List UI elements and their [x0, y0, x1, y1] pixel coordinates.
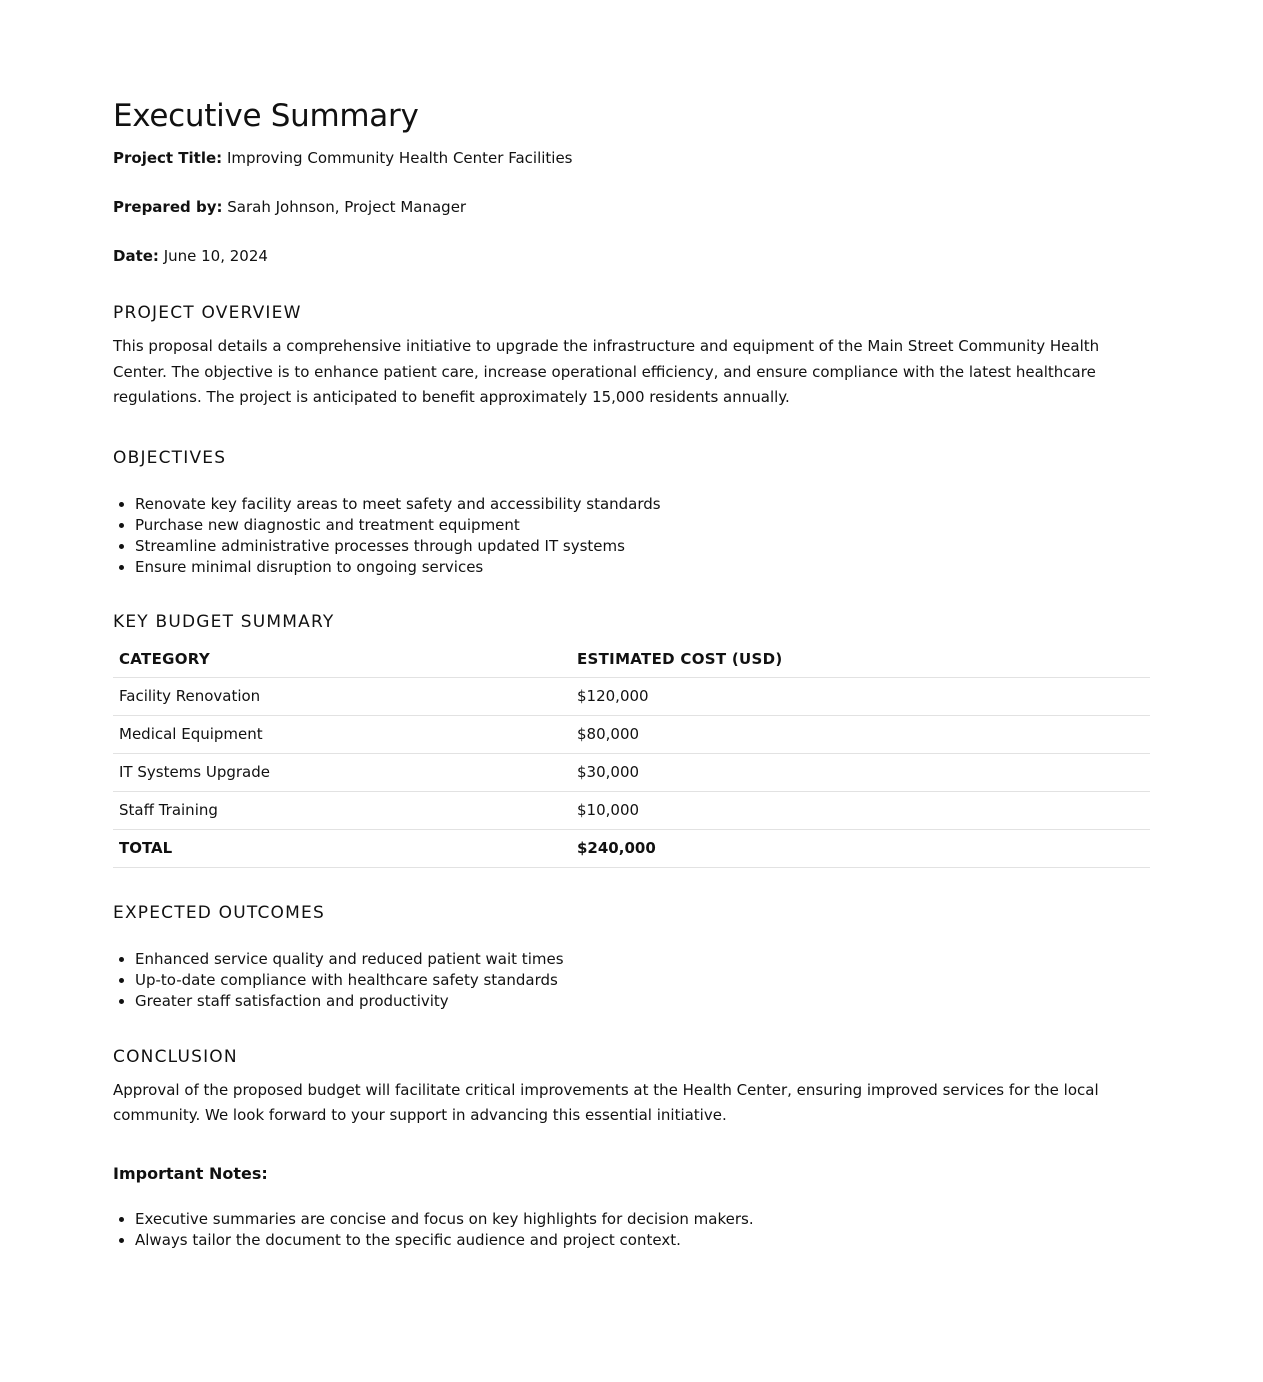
table-row — [113, 753, 1150, 791]
objectives-heading: OBJECTIVES — [113, 447, 227, 468]
category-cell: Facility Renovation — [113, 677, 571, 715]
prepared-by-value: Sarah Johnson, Project Manager — [227, 198, 467, 216]
list-item: • Executive summaries are concise and focus on key highlights for decision makers. — [135, 1209, 1150, 1230]
objectives-list — [113, 494, 1150, 578]
budget-heading: KEY BUDGET SUMMARY — [113, 611, 335, 632]
cost-cell: $10,000 — [571, 791, 1150, 829]
cost-cell: $30,000 — [571, 753, 1150, 791]
total-cost-cell: $240,000 — [571, 829, 1150, 867]
list-item: • Renovate key facility areas to meet safety and accessibility standards — [135, 494, 1150, 515]
project-title-line — [113, 148, 1150, 168]
table-row — [113, 677, 1150, 715]
list-item: • Greater staff satisfaction and productivity — [135, 991, 1150, 1012]
outcomes-list — [113, 949, 1150, 1012]
list-item: • Up-to-date compliance with healthcare safety standards — [135, 970, 1150, 991]
overview-text: This proposal details a comprehensive initiative to upgrade the infrastructure and equipment of the Main Street Community Health Center. The objective is to enhance patient care, increase operational efficiency, and ensure compliance with the latest healthcare regulations. The project is anticipated to benefit approximately 15,000 residents annually. — [113, 337, 1100, 406]
budget-table — [113, 641, 1150, 868]
category-cell: Staff Training — [113, 791, 571, 829]
table-row — [113, 715, 1150, 753]
list-item: • Purchase new diagnostic and treatment equipment — [135, 515, 1150, 536]
table-header-row — [113, 641, 1150, 678]
date-line — [113, 246, 1150, 266]
overview-heading: PROJECT OVERVIEW — [113, 303, 302, 323]
list-item: • Enhanced service quality and reduced patient wait times — [135, 949, 1150, 970]
table-row — [113, 791, 1150, 829]
notes-heading: Important Notes: — [113, 1163, 268, 1183]
column-header-cost: ESTIMATED COST (USD) — [571, 641, 1150, 678]
category-cell: IT Systems Upgrade — [113, 753, 571, 791]
date-label: Date: — [113, 247, 159, 265]
prepared-by-line — [113, 197, 1150, 217]
column-header-category: CATEGORY — [113, 641, 571, 678]
page-title: Executive Summary — [113, 98, 419, 134]
outcomes-heading: EXPECTED OUTCOMES — [113, 902, 325, 923]
cost-cell: $80,000 — [571, 715, 1150, 753]
list-item: • Always tailor the document to the specific audience and project context. — [135, 1230, 1150, 1251]
list-item: • Streamline administrative processes through updated IT systems — [135, 536, 1150, 557]
project-title-value: Improving Community Health Center Facilities — [226, 149, 573, 167]
category-cell: Medical Equipment — [113, 715, 571, 753]
prepared-by-label: Prepared by: — [113, 198, 223, 216]
date-value: June 10, 2024 — [163, 247, 268, 265]
total-label-cell: TOTAL — [113, 829, 571, 867]
project-title-label: Project Title: — [113, 149, 223, 167]
conclusion-text: Approval of the proposed budget will facilitate critical improvements at the Health Center, ensuring improved services for the local community. We look forward to your support in advancing this essential initiative. — [113, 1080, 1099, 1124]
cost-cell: $120,000 — [571, 677, 1150, 715]
document-page — [113, 0, 1150, 1251]
table-total-row — [113, 829, 1150, 867]
conclusion-heading: CONCLUSION — [113, 1046, 238, 1067]
notes-list — [113, 1209, 1150, 1251]
list-item: • Ensure minimal disruption to ongoing services — [135, 557, 1150, 578]
